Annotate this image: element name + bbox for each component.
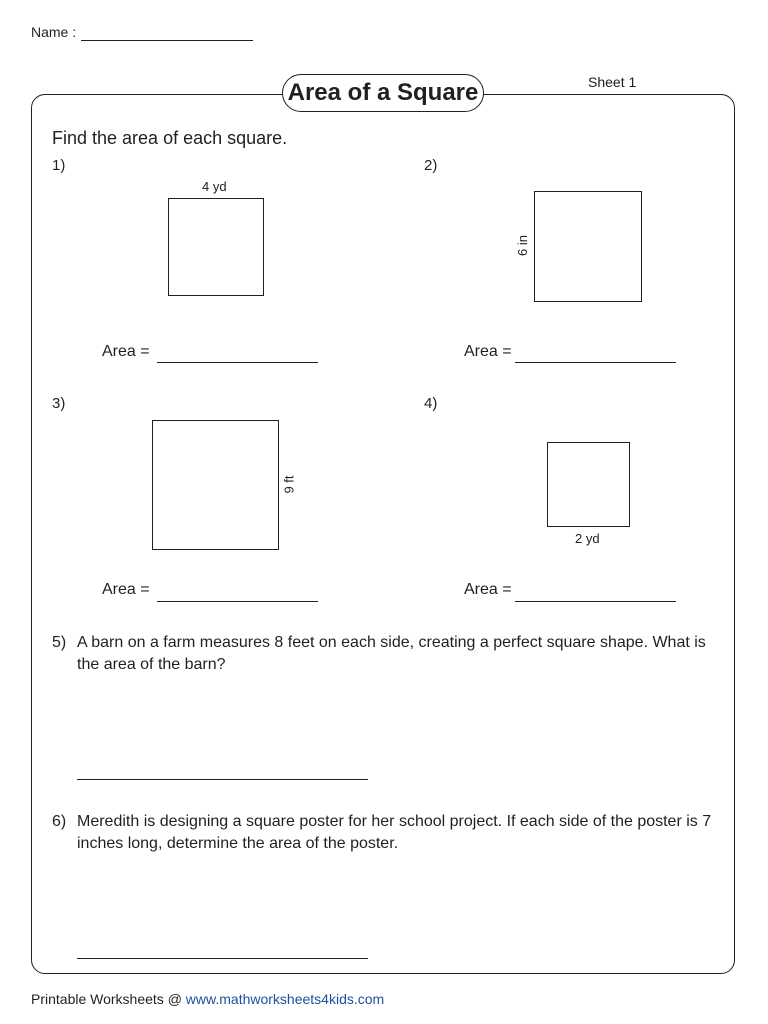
footer bbox=[31, 991, 384, 1007]
problem-3-number: 3) bbox=[52, 395, 66, 412]
problem-5-number: 5) bbox=[52, 634, 67, 651]
problem-3-square bbox=[152, 420, 279, 550]
problem-2-answer-line[interactable] bbox=[515, 362, 676, 363]
problem-4-number: 4) bbox=[424, 395, 438, 412]
problem-1-dimension: 4 yd bbox=[202, 179, 227, 194]
problem-5-answer-line[interactable] bbox=[77, 779, 368, 780]
footer-prefix: Printable Worksheets @ bbox=[31, 991, 182, 1007]
problem-2-area-label: Area = bbox=[464, 343, 512, 360]
problem-1-number: 1) bbox=[52, 157, 66, 174]
problem-2-dimension: 6 in bbox=[514, 235, 530, 256]
problem-4-square bbox=[547, 442, 630, 527]
problem-2-number: 2) bbox=[424, 157, 438, 174]
sheet-label: Sheet 1 bbox=[588, 74, 637, 90]
problem-1-square bbox=[168, 198, 264, 296]
problem-6-text: Meredith is designing a square poster for her school project. If each side of the poster is 7 inches long, determine the area of the poster. bbox=[77, 813, 712, 852]
problem-4-answer-line[interactable] bbox=[515, 601, 676, 602]
instruction-text: Find the area of each square. bbox=[52, 128, 288, 148]
worksheet-title: Area of a Square bbox=[282, 74, 484, 112]
footer-link[interactable]: www.mathworksheets4kids.com bbox=[185, 991, 385, 1007]
problem-3-area-label: Area = bbox=[102, 581, 150, 598]
problem-6-number: 6) bbox=[52, 813, 67, 830]
problem-1-area-label: Area = bbox=[102, 343, 150, 360]
problem-2-square bbox=[534, 191, 642, 302]
problem-4-area-label: Area = bbox=[464, 581, 512, 598]
problem-3-answer-line[interactable] bbox=[157, 601, 318, 602]
name-label: Name : bbox=[31, 24, 77, 40]
name-input-line[interactable] bbox=[81, 40, 253, 41]
problem-1-answer-line[interactable] bbox=[157, 362, 318, 363]
problem-5-text: A barn on a farm measures 8 feet on each side, creating a perfect square shape. What is the area of the barn? bbox=[77, 634, 706, 673]
problem-4-dimension: 2 yd bbox=[575, 531, 600, 546]
problem-3-dimension: 9 ft bbox=[281, 475, 297, 494]
problem-6-answer-line[interactable] bbox=[77, 958, 368, 959]
